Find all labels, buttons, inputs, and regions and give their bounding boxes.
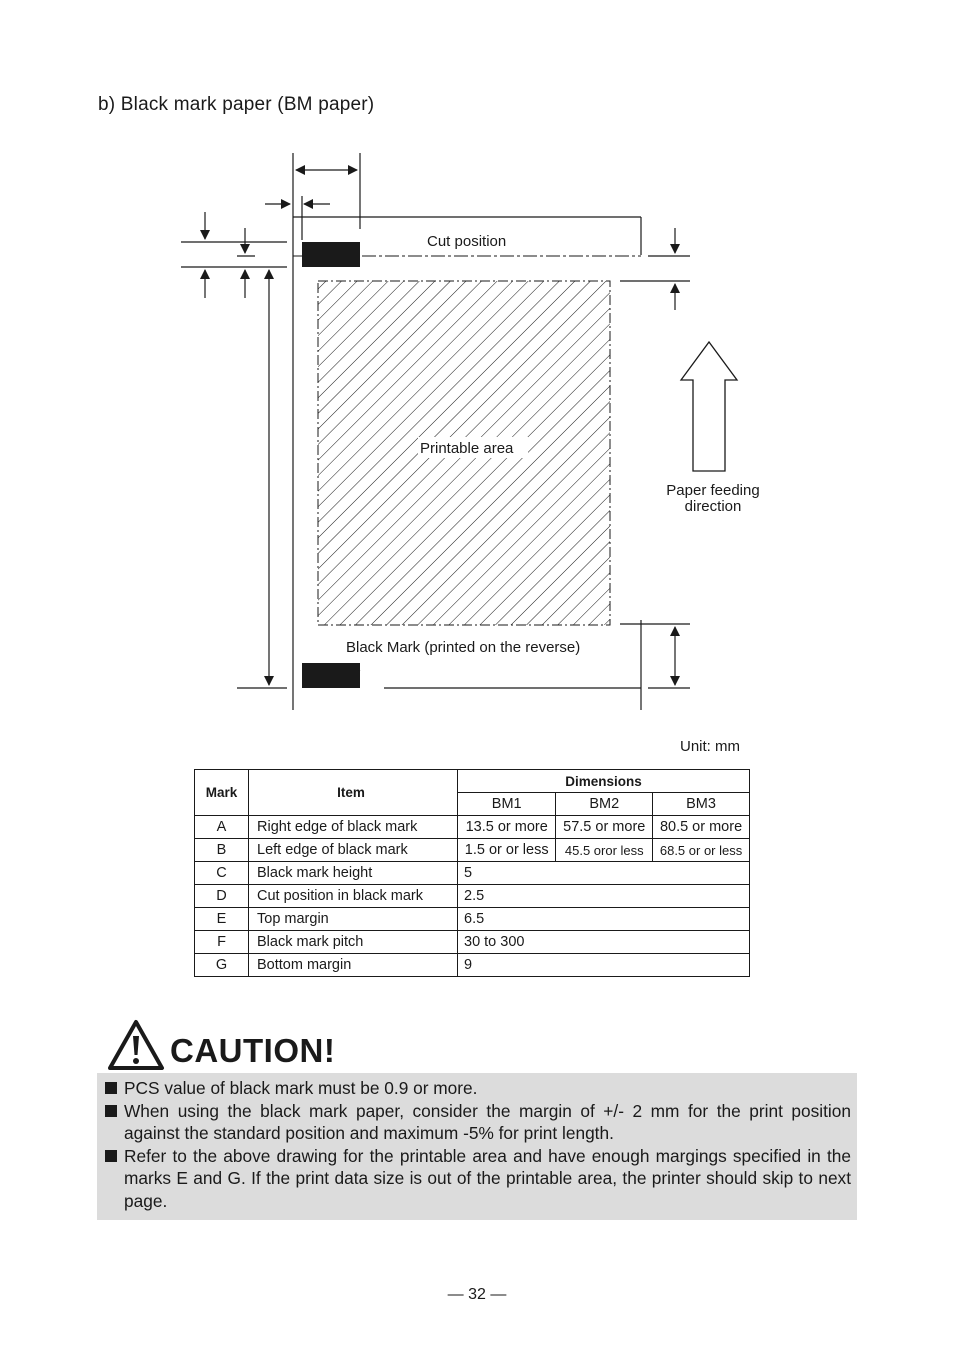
black-mark-bottom: [302, 663, 360, 688]
table-row: [195, 954, 750, 977]
header-bm3: BM3: [653, 793, 750, 816]
dimension-g: [620, 624, 690, 688]
row-value: 30 to 300: [458, 931, 750, 954]
paper-feeding-arrow: [681, 342, 737, 471]
unit-label: Unit: mm: [680, 738, 740, 755]
cut-position-label: Cut position: [427, 233, 507, 250]
warning-triangle-icon: [106, 1018, 166, 1072]
printable-area-label: Printable area: [420, 440, 514, 457]
header-bm2: BM2: [556, 793, 653, 816]
caution-item-text: Refer to the above drawing for the printable area and have enough margings specified in the marks E and G. If the print data size is out of the printable area, the printer should skip to next page.: [124, 1145, 851, 1211]
caution-item: [105, 1145, 851, 1213]
caution-item: [105, 1100, 851, 1145]
row-item: Cut position in black mark: [249, 885, 458, 908]
row-mark: A: [195, 816, 249, 839]
row-mark: E: [195, 908, 249, 931]
dimension-f: [237, 270, 287, 688]
row-item: Left edge of black mark: [249, 839, 458, 862]
dimension-c-d: [181, 212, 287, 298]
table-header-row: [195, 770, 750, 793]
square-bullet-icon: [105, 1150, 117, 1162]
table-row: [195, 862, 750, 885]
row-mark: C: [195, 862, 249, 885]
header-bm1: BM1: [458, 793, 556, 816]
row-mark: D: [195, 885, 249, 908]
square-bullet-icon: [105, 1082, 117, 1094]
table-row: [195, 908, 750, 931]
caution-box: [97, 1073, 857, 1220]
section-title: b) Black mark paper (BM paper): [98, 94, 375, 115]
row-item: Bottom margin: [249, 954, 458, 977]
header-item: Item: [249, 770, 458, 816]
paper-feeding-label-line1: Paper feeding: [666, 482, 760, 499]
row-bm3: 68.5 or or less: [653, 839, 750, 862]
page-number: — 32 —: [447, 1286, 507, 1303]
black-mark-label: Black Mark (printed on the reverse): [346, 639, 581, 656]
caution-title: CAUTION!: [170, 1032, 336, 1069]
paper-feeding-label-line2: direction: [684, 498, 742, 515]
row-bm2: 57.5 or more: [556, 816, 653, 839]
table-row: [195, 839, 750, 862]
caution-item-text: PCS value of black mark must be 0.9 or more.: [124, 1078, 478, 1098]
dimensions-table: [194, 769, 750, 977]
caution-item: [105, 1077, 851, 1100]
row-bm1: 13.5 or more: [458, 816, 556, 839]
dimension-a: [296, 153, 360, 229]
header-mark: Mark: [195, 770, 249, 816]
dimension-b: [265, 196, 330, 240]
table-row: [195, 885, 750, 908]
row-bm2: 45.5 oror less: [556, 839, 653, 862]
row-mark: G: [195, 954, 249, 977]
row-value: 2.5: [458, 885, 750, 908]
row-item: Black mark height: [249, 862, 458, 885]
caution-item-text: When using the black mark paper, consider the margin of +/- 2 mm for the print position against the standard position and maximum -5% for print length.: [124, 1100, 851, 1144]
row-value: 6.5: [458, 908, 750, 931]
black-mark-top: [302, 242, 360, 267]
row-mark: F: [195, 931, 249, 954]
row-item: Top margin: [249, 908, 458, 931]
header-dimensions: Dimensions: [458, 770, 750, 793]
row-value: 5: [458, 862, 750, 885]
row-item: Black mark pitch: [249, 931, 458, 954]
square-bullet-icon: [105, 1105, 117, 1117]
table-row: [195, 816, 750, 839]
row-mark: B: [195, 839, 249, 862]
table-row: [195, 931, 750, 954]
row-value: 9: [458, 954, 750, 977]
dimension-e: [620, 228, 690, 310]
caution-list: [97, 1073, 857, 1213]
row-bm1: 1.5 or or less: [458, 839, 556, 862]
row-item: Right edge of black mark: [249, 816, 458, 839]
row-bm3: 80.5 or more: [653, 816, 750, 839]
